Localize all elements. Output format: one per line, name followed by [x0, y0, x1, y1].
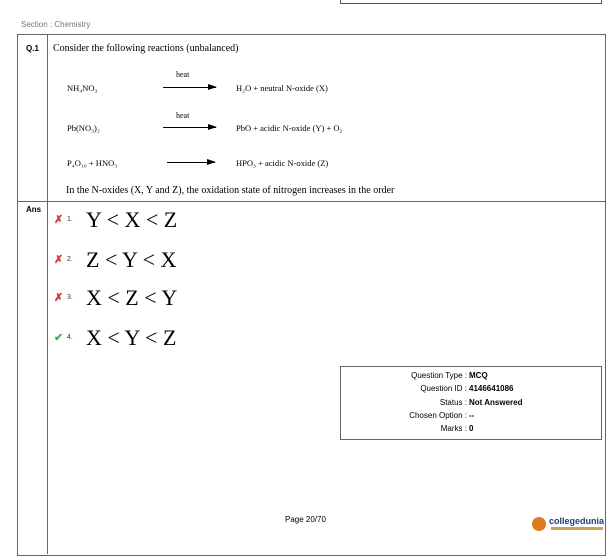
option-text: X < Z < Y	[86, 285, 178, 310]
reaction-2-heat: heat	[176, 111, 190, 120]
question-statement: In the N-oxides (X, Y and Z), the oxidation state of nitrogen increases in the order	[66, 185, 395, 196]
info-label: Chosen Option :	[409, 411, 467, 420]
reaction-3-reactants: P₄O₁₀ + HNO₃	[67, 158, 118, 168]
reaction-2-products: PbO + acidic N-oxide (Y) + O₂	[236, 123, 343, 133]
logo-text: collegedunia	[549, 516, 605, 526]
info-value: 4146641086	[469, 384, 514, 393]
option-number: 3.	[67, 294, 73, 301]
page-number: Page 20/70	[285, 515, 326, 524]
reaction-3-arrow	[167, 162, 215, 163]
info-value: Not Answered	[469, 398, 523, 407]
cross-icon: ✗	[54, 254, 64, 266]
check-icon: ✔	[54, 332, 64, 344]
question-number: Q.1	[26, 44, 39, 53]
collegedunia-logo	[532, 516, 606, 536]
reaction-3-products: HPO₃ + acidic N-oxide (Z)	[236, 158, 329, 168]
reaction-1-reactants: NH₄NO₃	[67, 83, 98, 93]
section-label: Section : Chemistry	[21, 20, 91, 29]
cross-icon: ✗	[54, 292, 64, 304]
info-label: Status :	[439, 398, 467, 407]
logo-tagline-bar	[551, 527, 603, 530]
frame-column-divider	[47, 34, 48, 554]
logo-mark-icon	[532, 517, 546, 531]
info-label: Marks :	[440, 424, 467, 433]
info-label: Question Type :	[411, 371, 467, 380]
reaction-1-products: H₂O + neutral N-oxide (X)	[236, 83, 328, 93]
info-value: MCQ	[469, 371, 488, 380]
option-text: Z < Y < X	[86, 247, 177, 272]
option-number: 2.	[67, 256, 73, 263]
reaction-1-heat: heat	[176, 70, 190, 79]
info-label: Question ID :	[420, 384, 467, 393]
cross-icon: ✗	[54, 214, 64, 226]
info-value: --	[469, 411, 475, 420]
question-intro: Consider the following reactions (unbalanced)	[53, 43, 239, 54]
option-number: 4.	[67, 334, 73, 341]
reaction-1-arrow	[163, 87, 216, 88]
top-box-remnant	[340, 0, 602, 4]
option-text: X < Y < Z	[86, 325, 177, 350]
reaction-2-arrow	[163, 127, 216, 128]
info-value: 0	[469, 424, 474, 433]
option-number: 1.	[67, 216, 73, 223]
option-text: Y < X < Z	[86, 207, 178, 232]
answer-label: Ans	[26, 205, 42, 214]
frame-divider	[17, 201, 605, 202]
reaction-2-reactants: Pb(NO₃)₂	[67, 123, 100, 133]
